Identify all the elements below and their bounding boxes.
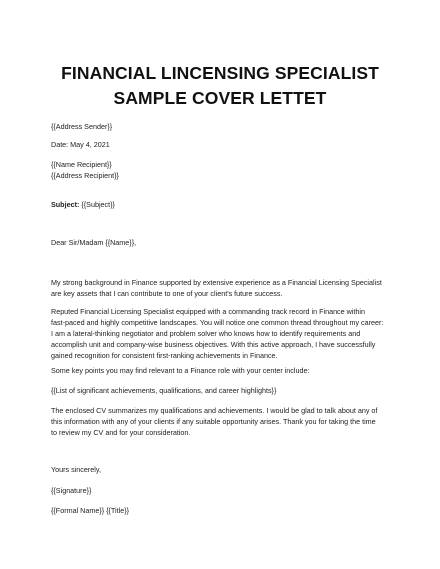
paragraph-2-line: gained recognition for consistent first-ranking achievements in Finance. bbox=[51, 351, 278, 360]
document-title-line-1: FINANCIAL LINCENSING SPECIALIST bbox=[61, 63, 379, 83]
paragraph-2-line: Reputed Financial Licensing Specialist equipped with a commanding track record in Finance within bbox=[51, 307, 366, 316]
paragraph-2-line: accomplish unit and company-wise business objectives. With this active approach, I have successfully bbox=[51, 340, 376, 349]
paragraph-2-line: I am a lateral-thinking negotiator and problem solver who knows how to identify requirements and bbox=[51, 329, 361, 338]
paragraph-5-line: The enclosed CV summarizes my qualifications and achievements. I would be glad to talk about any of bbox=[51, 406, 378, 415]
paragraph-1-line: My strong background in Finance supported by extensive experience as a Financial Licensing Specialist bbox=[51, 278, 382, 287]
closing: Yours sincerely, bbox=[51, 465, 101, 474]
name-recipient: {{Name Recipient}} bbox=[51, 160, 112, 169]
paragraph-1 bbox=[51, 277, 401, 299]
subject-value: {{Subject}} bbox=[79, 200, 115, 209]
paragraph-5-line: to review my CV and for your consideration. bbox=[51, 428, 191, 437]
paragraph-5 bbox=[51, 405, 401, 438]
address-sender: {{Address Sender}} bbox=[51, 122, 113, 131]
document-title-line-2: SAMPLE COVER LETTET bbox=[113, 88, 327, 108]
subject-line bbox=[51, 199, 401, 210]
formal-name-title: {{Formal Name}} {{Title}} bbox=[51, 506, 130, 515]
salutation: Dear Sir/Madam {{Name}}, bbox=[51, 238, 137, 247]
paragraph-5-line: this information with any of your clients if any suitable opportunity arises. Thank you for taking the time bbox=[51, 417, 376, 426]
paragraph-3: Some key points you may find relevant to a Finance role with your center include: bbox=[51, 366, 310, 375]
signature: {{Signature}} bbox=[51, 486, 92, 495]
subject-label: Subject: bbox=[51, 200, 80, 209]
paragraph-4: {{List of significant achievements, qualifications, and career highlights}} bbox=[51, 386, 277, 395]
paragraph-1-line: are key assets that I can contribute to one of your client's future success. bbox=[51, 289, 283, 298]
letter-date: Date: May 4, 2021 bbox=[51, 140, 110, 149]
paragraph-2-line: fast-paced and highly competitive landscapes. You will notice one common thread throughout my career: bbox=[51, 318, 384, 327]
paragraph-2 bbox=[51, 306, 401, 361]
address-recipient: {{Address Recipient}} bbox=[51, 171, 119, 180]
